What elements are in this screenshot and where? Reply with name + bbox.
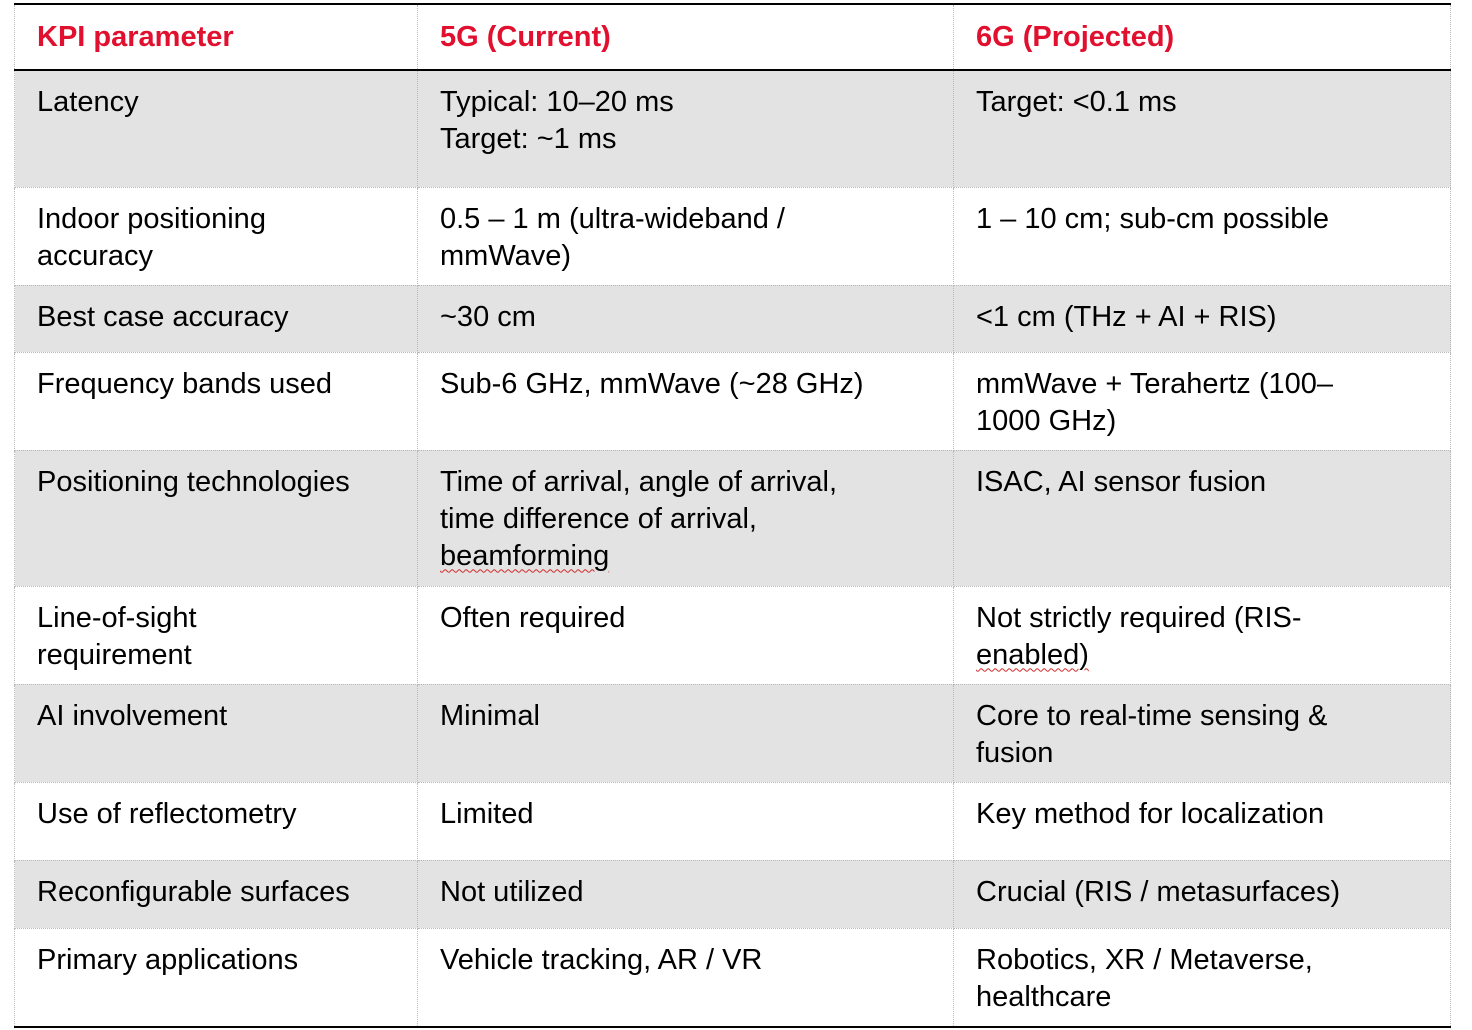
cell-text: Positioning technologies	[37, 465, 350, 498]
cell-text: AI involvement	[37, 699, 228, 732]
cell-text: Primary applications	[37, 943, 299, 976]
cell-text: Frequency bands used	[37, 367, 333, 400]
6g-cell	[954, 187, 1451, 285]
table-row	[15, 928, 1451, 1027]
cell-text: Best case accuracy	[37, 300, 289, 333]
parameter-cell	[15, 70, 418, 187]
5g-cell	[418, 187, 954, 285]
table-header-row	[15, 4, 1451, 70]
5g-cell	[418, 782, 954, 860]
6g-cell	[954, 782, 1451, 860]
cell-text: <1 cm (THz + AI + RIS)	[976, 300, 1277, 333]
cell-text: mmWave + Terahertz (100–	[976, 367, 1334, 400]
kpi-comparison-table	[14, 3, 1451, 1028]
cell-text: Crucial (RIS / metasurfaces)	[976, 875, 1341, 908]
6g-cell	[954, 586, 1451, 684]
header-6g-projected: 6G (Projected)	[954, 4, 1451, 70]
5g-cell	[418, 450, 954, 586]
cell-text: Target: ~1 ms	[440, 123, 617, 155]
table-row	[15, 285, 1451, 352]
cell-text: mmWave)	[440, 239, 572, 272]
cell-text: Not utilized	[440, 875, 584, 908]
5g-cell	[418, 684, 954, 782]
5g-cell	[418, 352, 954, 450]
parameter-cell	[15, 285, 418, 352]
table-row	[15, 450, 1451, 586]
table-row	[15, 684, 1451, 782]
5g-cell	[418, 928, 954, 1027]
header-5g-current: 5G (Current)	[418, 4, 954, 70]
cell-text: ISAC, AI sensor fusion	[976, 465, 1267, 498]
cell-text: Not strictly required (RIS-	[976, 601, 1302, 634]
cell-text: 1000 GHz)	[976, 404, 1117, 437]
cell-text: Indoor positioning	[37, 202, 266, 235]
cell-text: enabled)	[976, 638, 1089, 671]
6g-cell	[954, 928, 1451, 1027]
cell-text: Use of reflectometry	[37, 797, 297, 830]
parameter-cell	[15, 860, 418, 928]
parameter-cell	[15, 352, 418, 450]
parameter-cell	[15, 684, 418, 782]
6g-cell	[954, 684, 1451, 782]
table-row	[15, 70, 1451, 187]
cell-text: 1 – 10 cm; sub-cm possible	[976, 202, 1329, 235]
cell-text: Limited	[440, 797, 534, 830]
cell-text: Key method for localization	[976, 797, 1325, 830]
cell-text: 0.5 – 1 m (ultra-wideband /	[440, 202, 785, 235]
table-row	[15, 782, 1451, 860]
parameter-cell	[15, 782, 418, 860]
table-row	[15, 860, 1451, 928]
table-row	[15, 187, 1451, 285]
cell-text: Core to real-time sensing &	[976, 699, 1328, 732]
cell-text: Target: <0.1 ms	[976, 86, 1177, 118]
cell-text: Latency	[37, 86, 139, 118]
5g-cell	[418, 70, 954, 187]
cell-text: Vehicle tracking, AR / VR	[440, 943, 763, 976]
cell-text: Minimal	[440, 699, 540, 732]
cell-text: ~30 cm	[440, 300, 536, 333]
cell-text: Line-of-sight	[37, 601, 197, 634]
cell-text: requirement	[37, 638, 192, 671]
cell-text: fusion	[976, 736, 1054, 769]
cell-text: beamforming	[440, 539, 610, 572]
cell-text: Reconfigurable surfaces	[37, 875, 350, 908]
5g-cell	[418, 586, 954, 684]
cell-text: healthcare	[976, 980, 1112, 1013]
header-kpi-parameter: KPI parameter	[15, 4, 418, 70]
6g-cell	[954, 860, 1451, 928]
parameter-cell	[15, 450, 418, 586]
6g-cell	[954, 70, 1451, 187]
cell-text: time difference of arrival,	[440, 502, 757, 535]
table-row	[15, 352, 1451, 450]
parameter-cell	[15, 187, 418, 285]
6g-cell	[954, 450, 1451, 586]
5g-cell	[418, 860, 954, 928]
6g-cell	[954, 352, 1451, 450]
table-row	[15, 586, 1451, 684]
parameter-cell	[15, 928, 418, 1027]
6g-cell	[954, 285, 1451, 352]
5g-cell	[418, 285, 954, 352]
cell-text: accuracy	[37, 239, 154, 272]
cell-text: Often required	[440, 601, 626, 634]
parameter-cell	[15, 586, 418, 684]
cell-text: Typical: 10–20 ms	[440, 86, 674, 118]
cell-text: Robotics, XR / Metaverse,	[976, 943, 1313, 976]
cell-text: Sub-6 GHz, mmWave (~28 GHz)	[440, 367, 864, 400]
cell-text: Time of arrival, angle of arrival,	[440, 465, 838, 498]
